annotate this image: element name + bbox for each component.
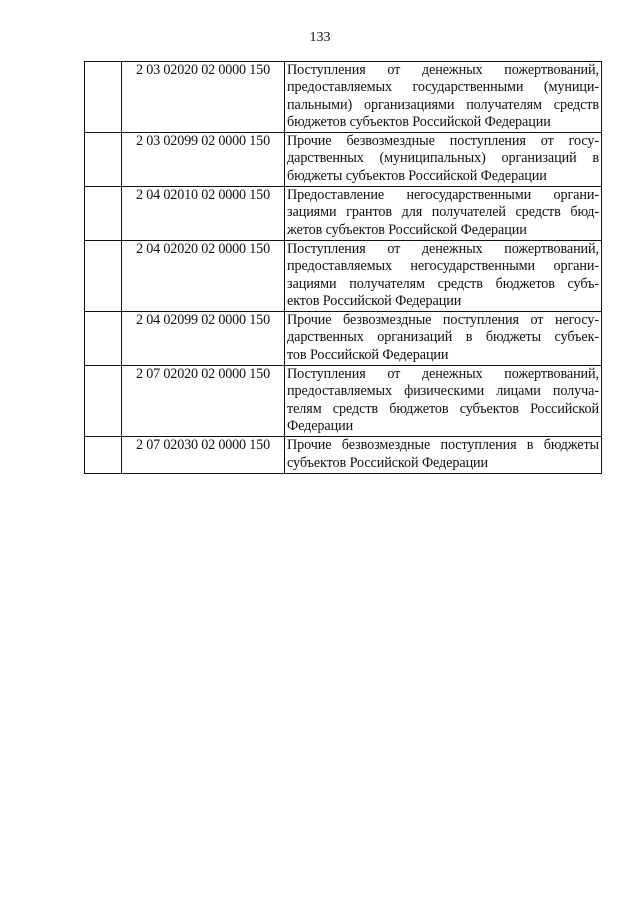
budget-code-cell: 2 07 02030 02 0000 150 <box>122 437 285 474</box>
revenue-description-cell <box>285 312 602 366</box>
description-line: Прочие безвозмездные поступления в бюджеты <box>287 437 599 454</box>
description-line: Федерации <box>287 417 354 434</box>
description-line: ектов Российской Федерации <box>287 292 462 309</box>
description-line: Поступления от денежных пожертвований, <box>287 366 599 383</box>
page-number: 133 <box>309 30 331 45</box>
description-line: Прочие безвозмездные поступления от негосу- <box>287 312 599 329</box>
row-blank-cell <box>85 133 122 187</box>
description-line: Предоставление негосударственными органи- <box>287 187 599 204</box>
budget-code-cell: 2 03 02020 02 0000 150 <box>122 62 285 133</box>
description-line: зациями грантов для получателей средств бюд- <box>287 204 599 221</box>
description-line: тов Российской Федерации <box>287 346 449 363</box>
description-line: Поступления от денежных пожертвований, <box>287 62 599 78</box>
budget-code-cell: 2 04 02099 02 0000 150 <box>122 312 285 366</box>
description-line: пальными) организациями получателям средств <box>287 96 599 113</box>
row-blank-cell <box>85 437 122 474</box>
table-row <box>85 187 602 241</box>
table-row <box>85 437 602 474</box>
table-row <box>85 312 602 366</box>
description-line: жетов субъектов Российской Федерации <box>287 221 527 238</box>
revenue-codes-table <box>84 61 602 474</box>
budget-code-cell: 2 03 02099 02 0000 150 <box>122 133 285 187</box>
revenue-description-cell <box>285 240 602 311</box>
description-line: Поступления от денежных пожертвований, <box>287 240 599 257</box>
row-blank-cell <box>85 240 122 311</box>
description-line: субъектов Российской Федерации <box>287 454 489 471</box>
row-blank-cell <box>85 312 122 366</box>
budget-code-cell: 2 07 02020 02 0000 150 <box>122 366 285 437</box>
table-row <box>85 133 602 187</box>
revenue-description-cell <box>285 437 602 474</box>
description-line: бюджетов субъектов Российской Федерации <box>287 113 551 130</box>
description-line: предоставляемых физическими лицами получа- <box>287 383 599 400</box>
revenue-description-cell <box>285 133 602 187</box>
row-blank-cell <box>85 366 122 437</box>
table-row <box>85 240 602 311</box>
revenue-description-cell <box>285 62 602 133</box>
description-line: предоставляемых государственными (муници- <box>287 79 599 96</box>
table-row <box>85 62 602 133</box>
description-line: дарственных организаций в бюджеты субъек- <box>287 329 599 346</box>
revenue-description-cell <box>285 366 602 437</box>
table-body <box>85 62 602 474</box>
row-blank-cell <box>85 62 122 133</box>
description-line: бюджеты субъектов Российской Федерации <box>287 167 547 184</box>
description-line: зациями получателям средств бюджетов субъ- <box>287 275 599 292</box>
table-row <box>85 366 602 437</box>
budget-code-cell: 2 04 02020 02 0000 150 <box>122 240 285 311</box>
description-line: дарственных (муниципальных) организаций в <box>287 150 599 167</box>
budget-code-cell: 2 04 02010 02 0000 150 <box>122 187 285 241</box>
description-line: Прочие безвозмездные поступления от госу- <box>287 133 599 150</box>
revenue-description-cell <box>285 187 602 241</box>
description-line: предоставляемых негосударственными органи- <box>287 258 599 275</box>
description-line: телям средств бюджетов субъектов Российской <box>287 400 599 417</box>
row-blank-cell <box>85 187 122 241</box>
